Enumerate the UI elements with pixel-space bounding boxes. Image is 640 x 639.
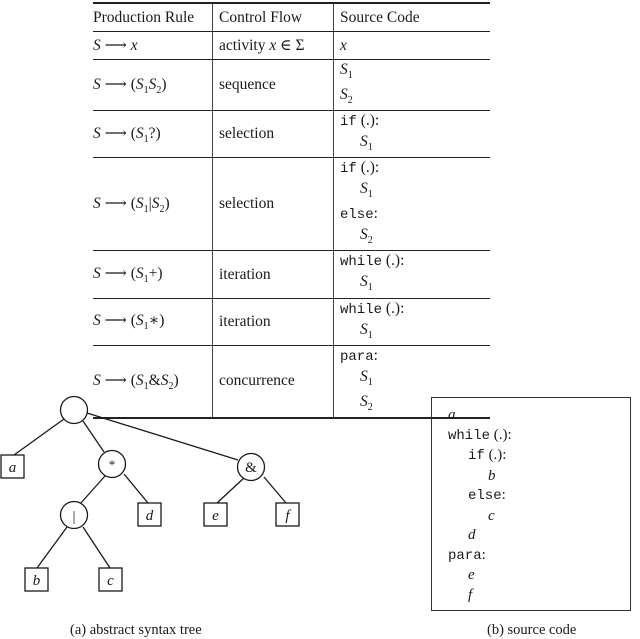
abstract-syntax-tree [0, 390, 330, 638]
table-row [93, 158, 490, 251]
root-node [61, 397, 88, 424]
leaf-c: c [107, 573, 114, 589]
code-line: if (.): [468, 447, 507, 464]
flow-cell: iteration [213, 251, 334, 298]
tree-caption: (a) abstract syntax tree [70, 622, 202, 638]
leaf-a: a [8, 460, 17, 476]
code-line: a [448, 407, 456, 423]
table-header-row [93, 3, 490, 32]
rule-cell: S ⟶ $(S_1?)$ [93, 111, 213, 158]
flow-cell: activity x ∈ Σ [213, 32, 334, 60]
grammar-table [93, 2, 490, 419]
header-control-flow: Control Flow [213, 3, 334, 32]
flow-cell: selection [213, 111, 334, 158]
leaf-f: f [285, 508, 290, 524]
header-source-code: Source Code [334, 3, 491, 32]
table-row [93, 60, 490, 111]
code-cell: while (.): $S_1$ [334, 298, 491, 345]
bar-label: | [72, 509, 76, 525]
flow-cell: sequence [213, 60, 334, 111]
grammar-table-container [93, 2, 490, 419]
rule-cell: S ⟶ $(S_1S_2)$ [93, 60, 213, 111]
code-line: para: [448, 546, 486, 564]
rule-cell: S ⟶ $(S_1+)$ [93, 251, 213, 298]
table-row [93, 298, 490, 345]
code-cell: para: $S_1$ $S_2$ [334, 345, 491, 418]
rule-cell: S ⟶ $(S_1∗)$ [93, 298, 213, 345]
table-row [93, 32, 490, 60]
rule-cell: S ⟶ $(S_1\&S_2)$ [93, 371, 179, 392]
source-caption: (b) source code [487, 622, 577, 638]
code-line: e [468, 567, 475, 583]
header-production-rule: Production Rule [93, 3, 213, 32]
flow-cell: selection [213, 158, 334, 251]
leaf-e: e [212, 508, 219, 524]
flow-cell: iteration [213, 298, 334, 345]
code-line: d [468, 527, 476, 543]
code-line: c [488, 507, 495, 524]
code-line: while (.): [448, 426, 512, 444]
flow-cell: concurrence [213, 345, 334, 418]
code-line: b [488, 467, 496, 484]
table-row [93, 251, 490, 298]
code-line: else: [468, 487, 506, 504]
code-cell: while (.): $S_1$ [334, 251, 491, 298]
code-cell: if (.): $S_1$ else: $S_2$ [334, 158, 491, 251]
code-cell: $S_1$ $S_2$ [334, 60, 491, 111]
source-code-box [431, 397, 631, 611]
leaf-d: d [145, 508, 154, 524]
rule-cell: S ⟶ $(S_1|S_2)$ [93, 158, 213, 251]
code-cell: x [334, 32, 491, 60]
rule-cell: S ⟶ x [93, 32, 213, 60]
code-line: f [468, 586, 473, 603]
table-row [93, 111, 490, 158]
code-cell: if (.): $S_1$ [334, 111, 491, 158]
star-label: * [108, 457, 116, 472]
amp-label: & [245, 460, 257, 476]
leaf-b: b [32, 573, 41, 589]
tree-diagram [0, 390, 330, 605]
